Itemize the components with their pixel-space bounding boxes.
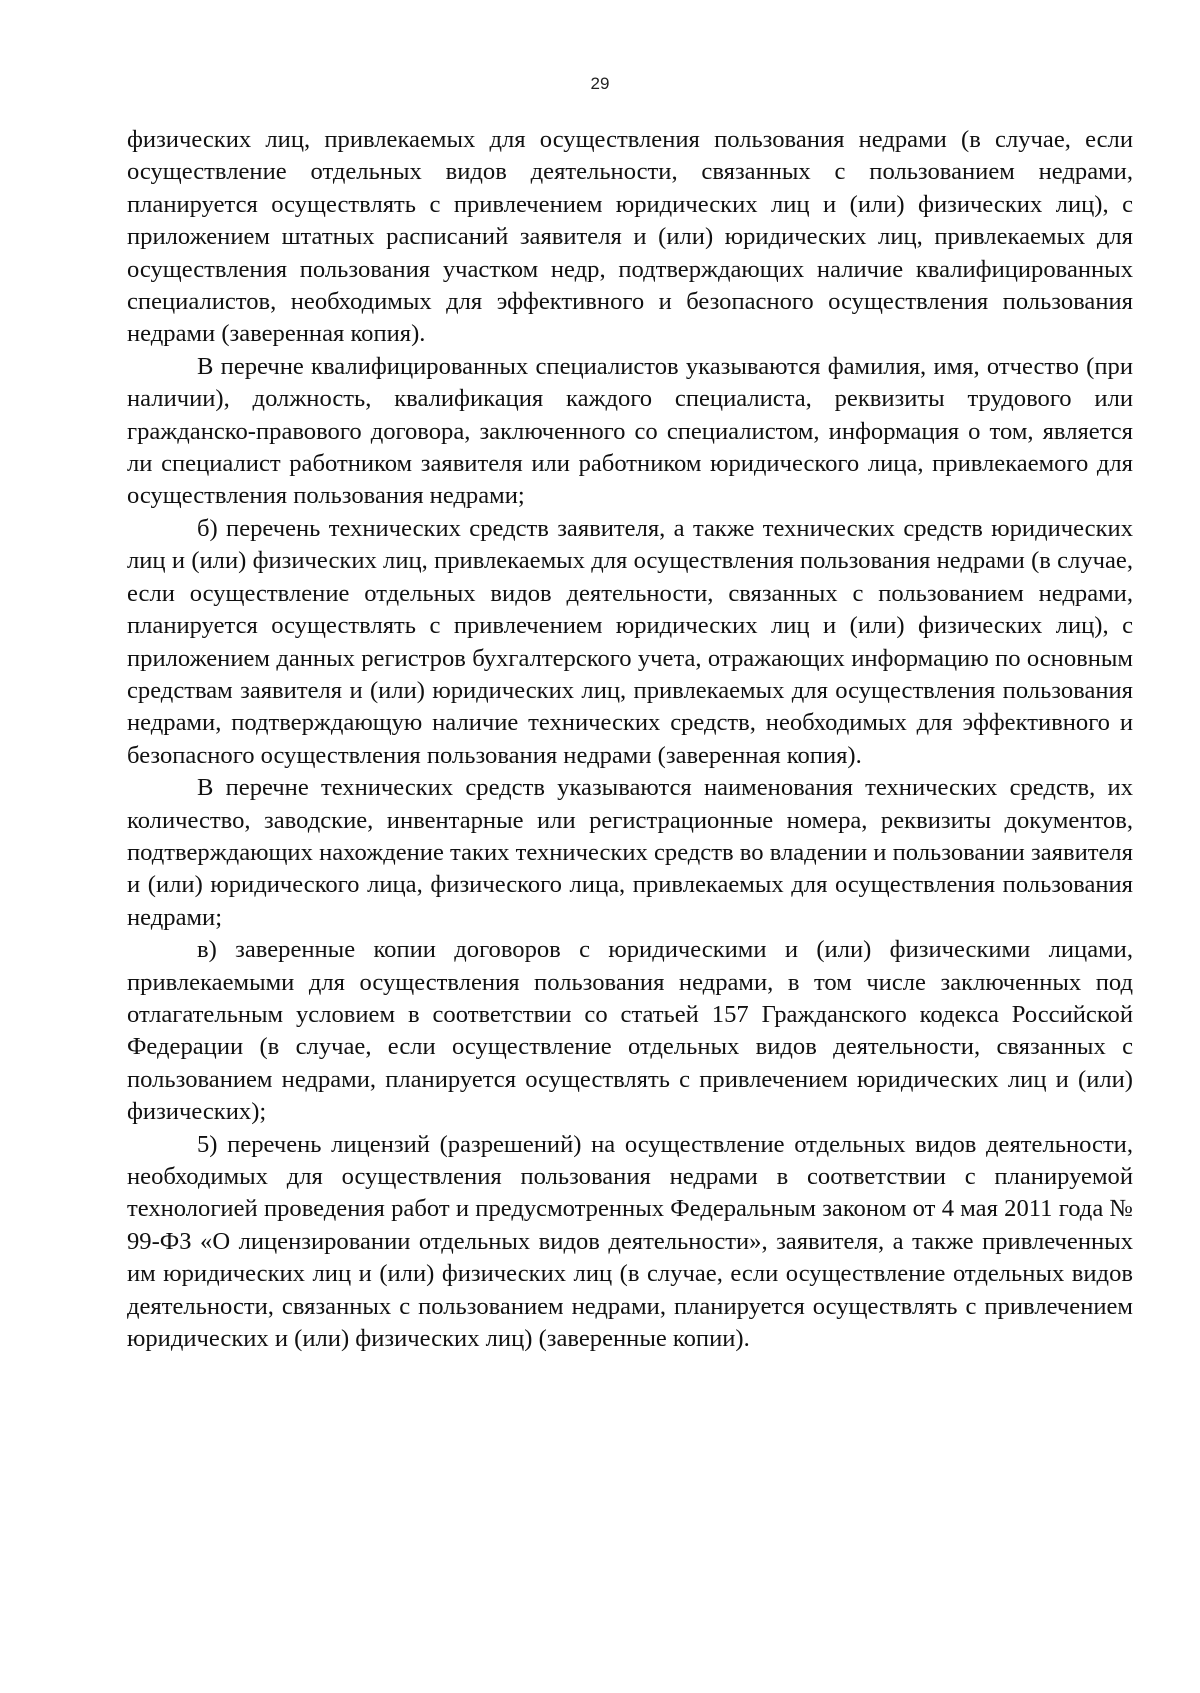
paragraph-item-b: б) перечень технических средств заявителя, а также технических средств юридических лиц и (или) физических лиц, привлекаемых для осуществления пользования недрами (в случае, если осуществление отдельных видов деятельности, связанных с пользованием недрами, планируется осуществлять с привлечением юридических лиц и (или) физических лиц), с приложением данных регистров бухгалтерского учета, отражающих информацию по основным средствам заявителя и (или) юридических лиц, привлекаемых для осуществления пользования недрами, подтверждающую наличие технических средств, необходимых для эффективного и безопасного осуществления пользования недрами (заверенная копия). [127,514,1133,769]
paragraph-item-v: в) заверенные копии договоров с юридическими и (или) физическими лицами, привлекаемыми для осуществления пользования недрами, в том числе заключенных под отлагательным условием в соответствии со статьей 157 Гражданского кодекса Российской Федерации (в случае, если осуществление отдельных видов деятельности, связанных с пользованием недрами, планируется осуществлять с привлечением юридических лиц и (или) физических); [127,936,1133,1126]
paragraph-technical-means-list: В перечне технических средств указываются наименования технических средств, их количество, заводские, инвентарные или регистрационные номера, реквизиты документов, подтверждающих нахождение таких технических средств во владении и пользовании заявителя и (или) юридического лица, физического лица, привлекаемых для осуществления пользования недрами; [127,774,1133,931]
page-number: 29 [590,74,610,93]
document-body [127,124,1133,1355]
paragraph-continuation: физических лиц, привлекаемых для осуществления пользования недрами (в случае, если осуществление отдельных видов деятельности, связанных с пользованием недрами, планируется осуществлять с привлечением юридических лиц и (или) физических лиц), с приложением штатных расписаний заявителя и (или) юридических лиц, привлекаемых для осуществления пользования участком недр, подтверждающих наличие квалифицированных специалистов, необходимых для эффективного и безопасного осуществления пользования недрами (заверенная копия). [127,126,1133,348]
paragraph-specialists-list: В перечне квалифицированных специалистов указываются фамилия, имя, отчество (при наличии), должность, квалификация каждого специалиста, реквизиты трудового или гражданско-правового договора, заключенного со специалистом, информация о том, является ли специалист работником заявителя или работником юридического лица, привлекаемого для осуществления пользования недрами; [127,352,1133,510]
paragraph-item-5: 5) перечень лицензий (разрешений) на осуществление отдельных видов деятельности, необходимых для осуществления пользования недрами в соответствии с планируемой технологией проведения работ и предусмотренных Федеральным законом от 4 мая 2011 года № 99-ФЗ «О лицензировании отдельных видов деятельности», заявителя, а также привлеченных им юридических лиц и (или) физических лиц (в случае, если осуществление отдельных видов деятельности, связанных с пользованием недрами, планируется осуществлять с привлечением юридических и (или) физических лиц) (заверенные копии). [127,1130,1133,1353]
